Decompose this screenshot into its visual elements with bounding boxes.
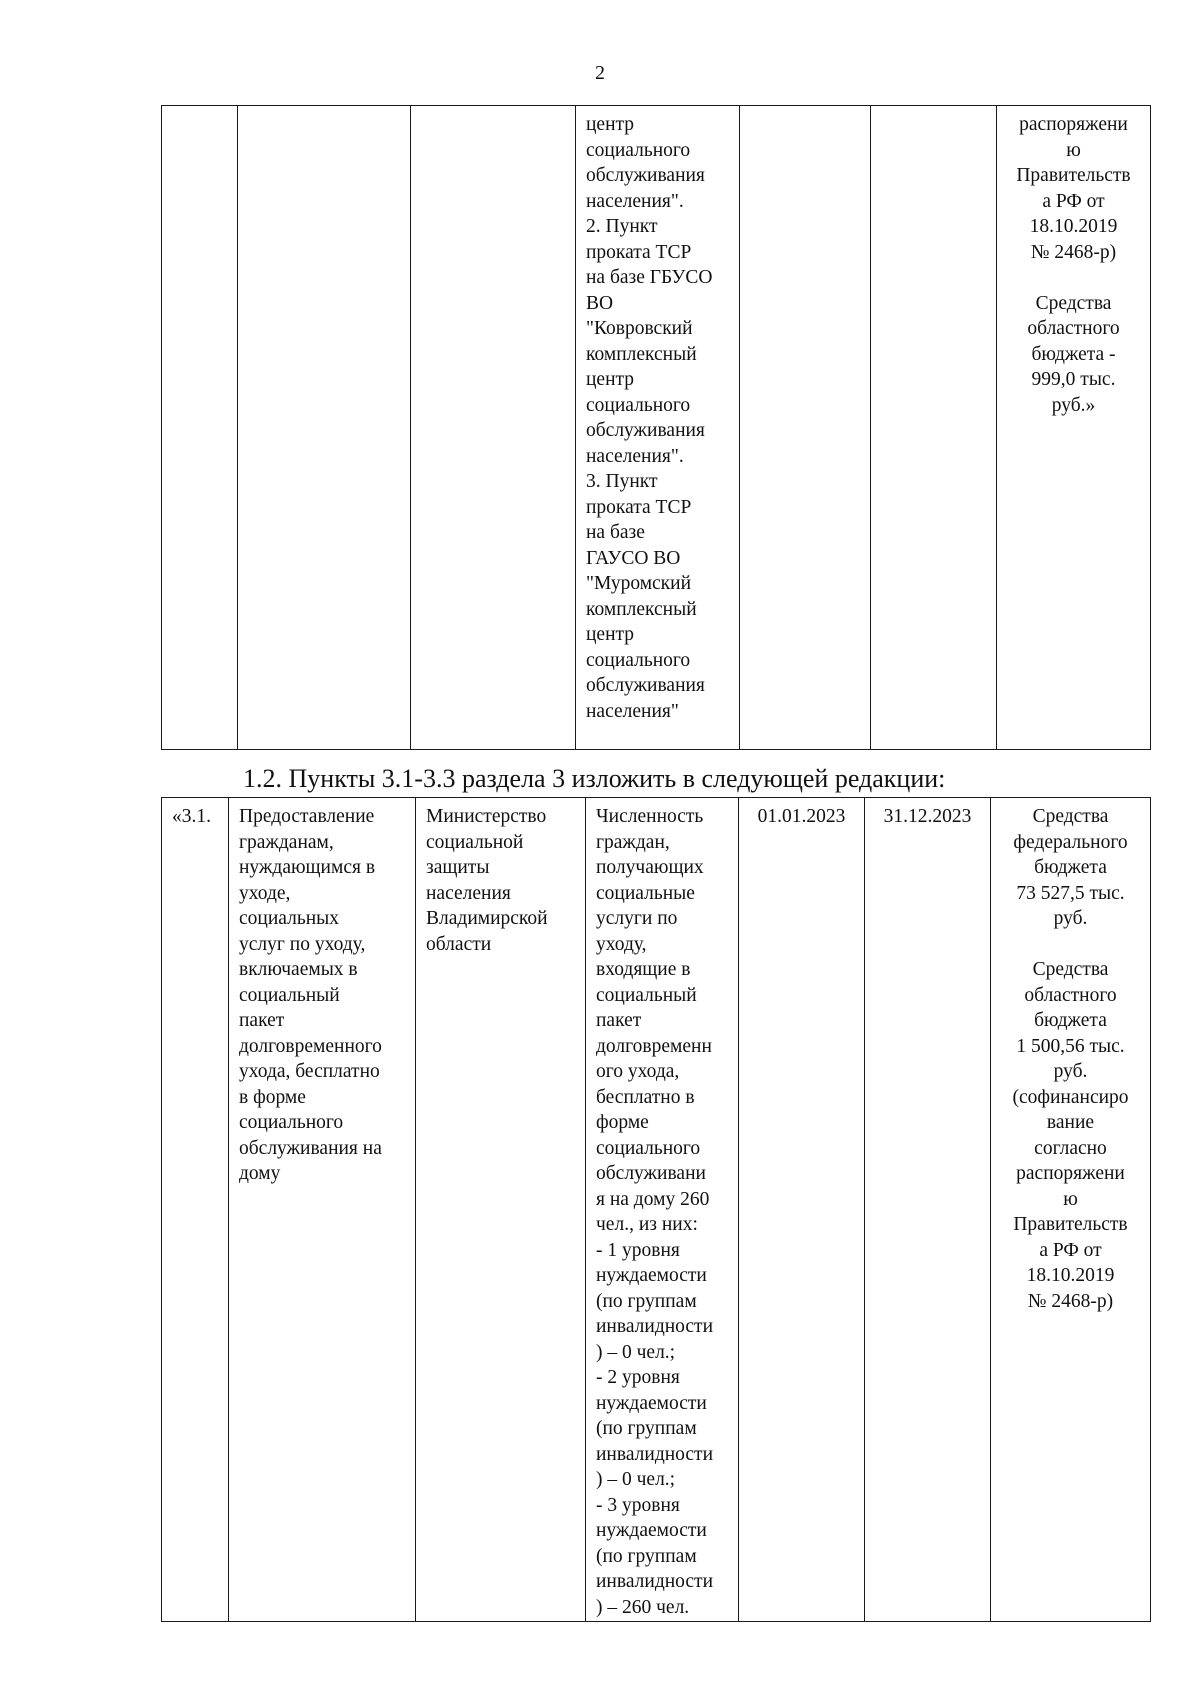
- table-cell-number: «3.1.: [162, 798, 229, 1622]
- table-cell-funding: распоряжени ю Правительств а РФ от 18.10.2019 № 2468-р) Средства областного бюджета - 999,0 тыс. руб.»: [997, 106, 1151, 750]
- section-heading: 1.2. Пункты 3.1-3.3 раздела 3 изложить в следующей редакции:: [243, 764, 946, 793]
- table-cell-end-date: [871, 106, 997, 750]
- table-cell-start-date: [740, 106, 871, 750]
- table-section-3: [161, 797, 1151, 1622]
- table-cell-start-date: 01.01.2023: [739, 798, 865, 1622]
- table-cell-indicator: центр социального обслуживания населения". 2. Пункт проката ТСР на базе ГБУСО ВО "Ковровский комплексный центр социального обслуживания населения". 3. Пункт проката ТСР на базе ГАУСО ВО "Муромский комплексный центр социального обслуживания населения": [576, 106, 740, 750]
- table-row: [162, 106, 1151, 750]
- table-cell-event: Предоставление гражданам, нуждающимся в уходе, социальных услуг по уходу, включаемых в социальный пакет долговременного ухода, бесплатно в форме социального обслуживания на дому: [229, 798, 416, 1622]
- table-cell-funding: Средства федерального бюджета 73 527,5 тыс. руб. Средства областного бюджета 1 500,56 тыс. руб. (софинансиро вание согласно распоряжени ю Правительств а РФ от 18.10.2019 № 2468-р): [991, 798, 1151, 1622]
- table-cell-executor: [411, 106, 576, 750]
- table-cell-end-date: 31.12.2023: [865, 798, 991, 1622]
- table-cell-indicator: Численность граждан, получающих социальные услуги по уходу, входящие в социальный пакет долговременн ого ухода, бесплатно в форме социального обслуживани я на дому 260 чел., из них: - 1 уровня нуждаемости (по группам инвалидности ) – 0 чел.; - 2 уровня нуждаемости (по группам инвалидности ) – 0 чел.; - 3 уровня нуждаемости (по группам инвалидности ) – 260 чел.: [586, 798, 739, 1622]
- table-row: [162, 798, 1151, 1622]
- table-cell-executor: Министерство социальной защиты населения Владимирской области: [416, 798, 586, 1622]
- table-cell-number: [162, 106, 238, 750]
- page-number: 2: [595, 62, 605, 84]
- table-continuation: [161, 105, 1151, 750]
- table-cell-event: [238, 106, 411, 750]
